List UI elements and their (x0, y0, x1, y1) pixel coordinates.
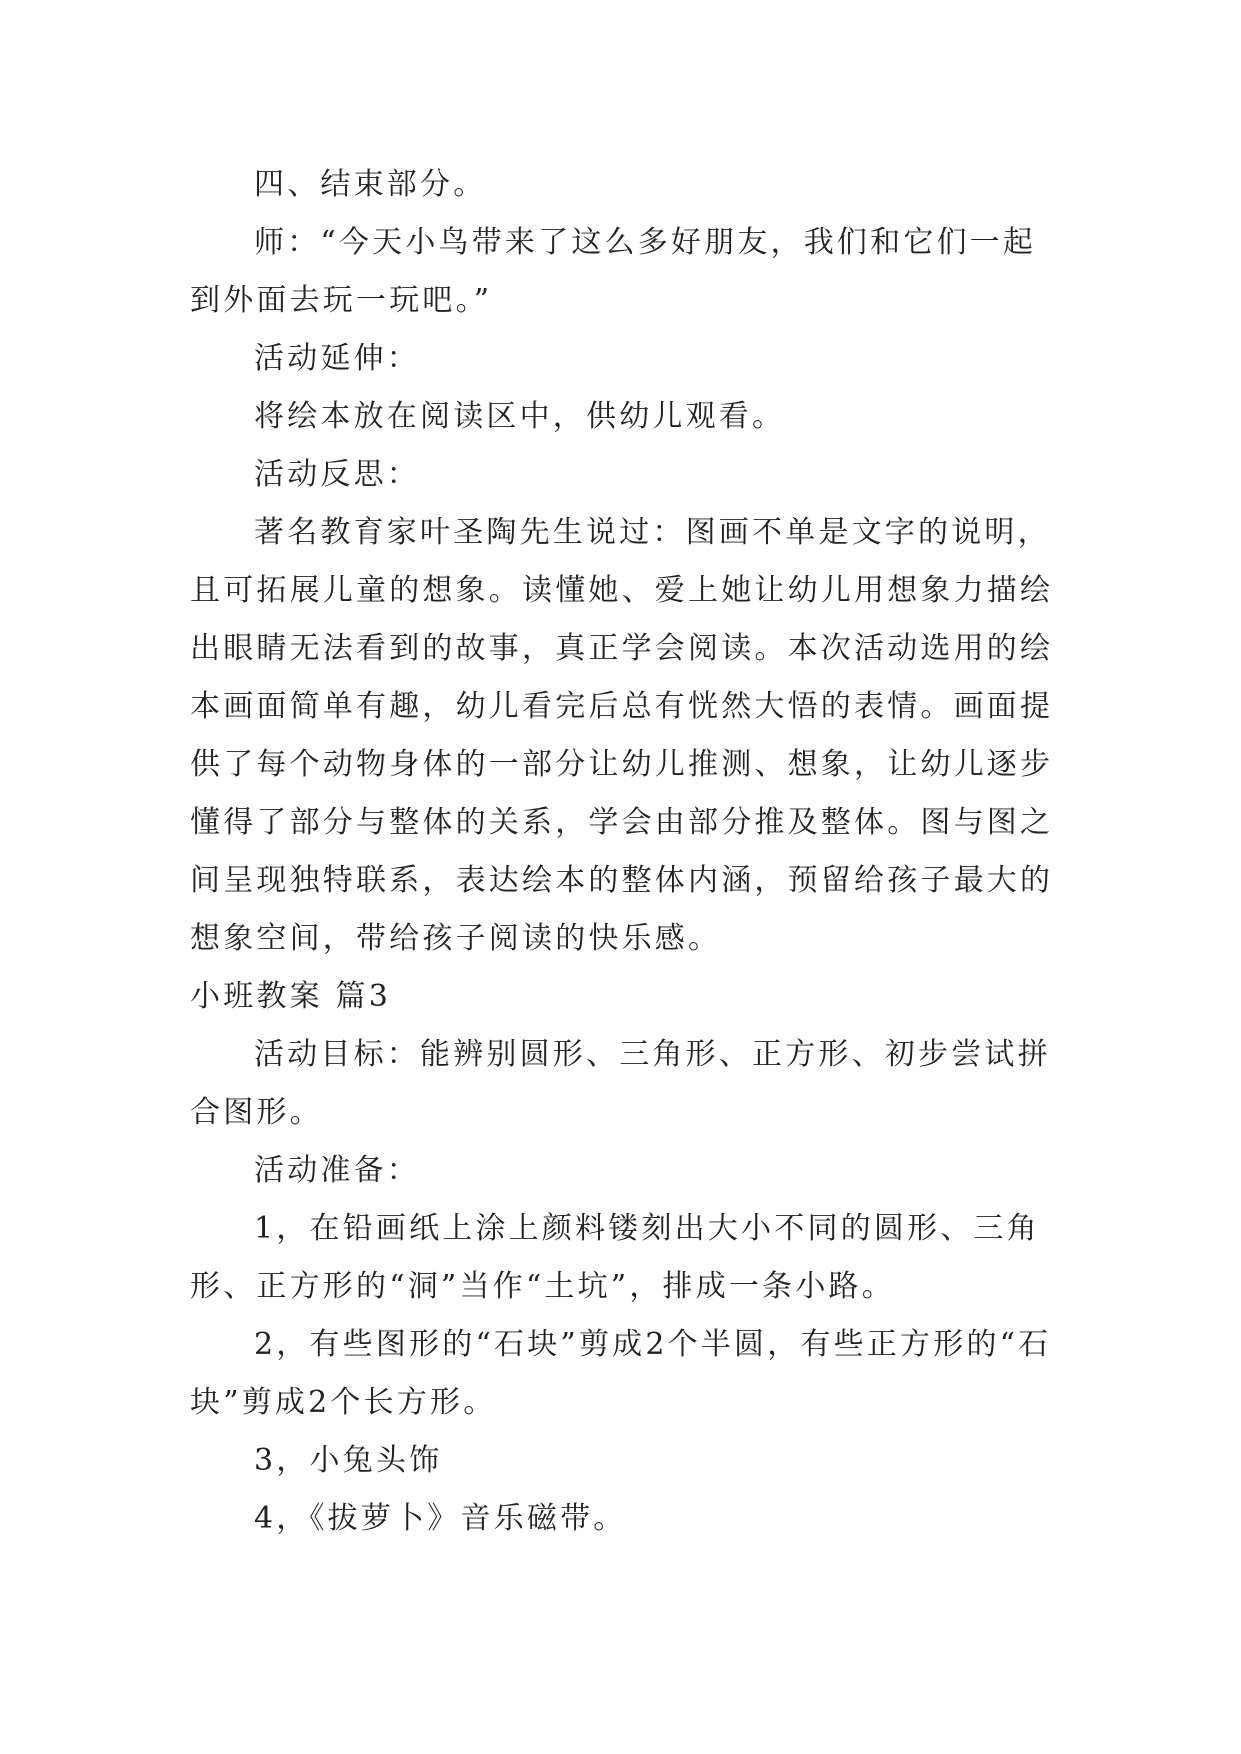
lesson-plan-heading: 小班教案 篇3 (190, 979, 392, 1014)
activity-reflection-text: 著名教育家叶圣陶先生说过：图画不单是文字的说明，且可拓展儿童的想象。读懂她、爱上她让幼儿用想象力描绘出眼睛无法看到的故事，真正学会阅读。本次活动选用的绘本画面简单有趣，幼儿看完后总有恍然大悟的表情。画面提供了每个动物身体的一部分让幼儿推测、想象，让幼儿逐步懂得了部分与整体的关系，学会由部分推及整体。图与图之间呈现独特联系，表达绘本的整体内涵，预留给孩子最大的想象空间，带给孩子阅读的快乐感。 (190, 515, 1054, 956)
activity-extension-label: 活动延伸： (254, 341, 420, 376)
activity-preparation-label: 活动准备： (254, 1153, 420, 1188)
activity-reflection-label: 活动反思： (254, 457, 420, 492)
preparation-item-3: 3，小兔头饰 (254, 1443, 443, 1478)
activity-goal: 活动目标：能辨别圆形、三角形、正方形、初步尝试拼合图形。 (190, 1037, 1051, 1130)
section-four-title: 四、结束部分。 (254, 167, 487, 202)
activity-extension-text: 将绘本放在阅读区中，供幼儿观看。 (254, 399, 786, 434)
document-body (190, 156, 1062, 1548)
preparation-item-4: 4，《拔萝卜》音乐磁带。 (254, 1501, 627, 1536)
preparation-item-2: 2，有些图形的“石块”剪成2个半圆，有些正方形的“石块”剪成2个长方形。 (190, 1327, 1052, 1420)
preparation-item-1: 1，在铅画纸上涂上颜料镂刻出大小不同的圆形、三角形、正方形的“洞”当作“土坑”，排成一条小路。 (190, 1211, 1040, 1304)
teacher-quote: 师：“今天小鸟带来了这么多好朋友，我们和它们一起到外面去玩一玩吧。” (190, 225, 1037, 318)
